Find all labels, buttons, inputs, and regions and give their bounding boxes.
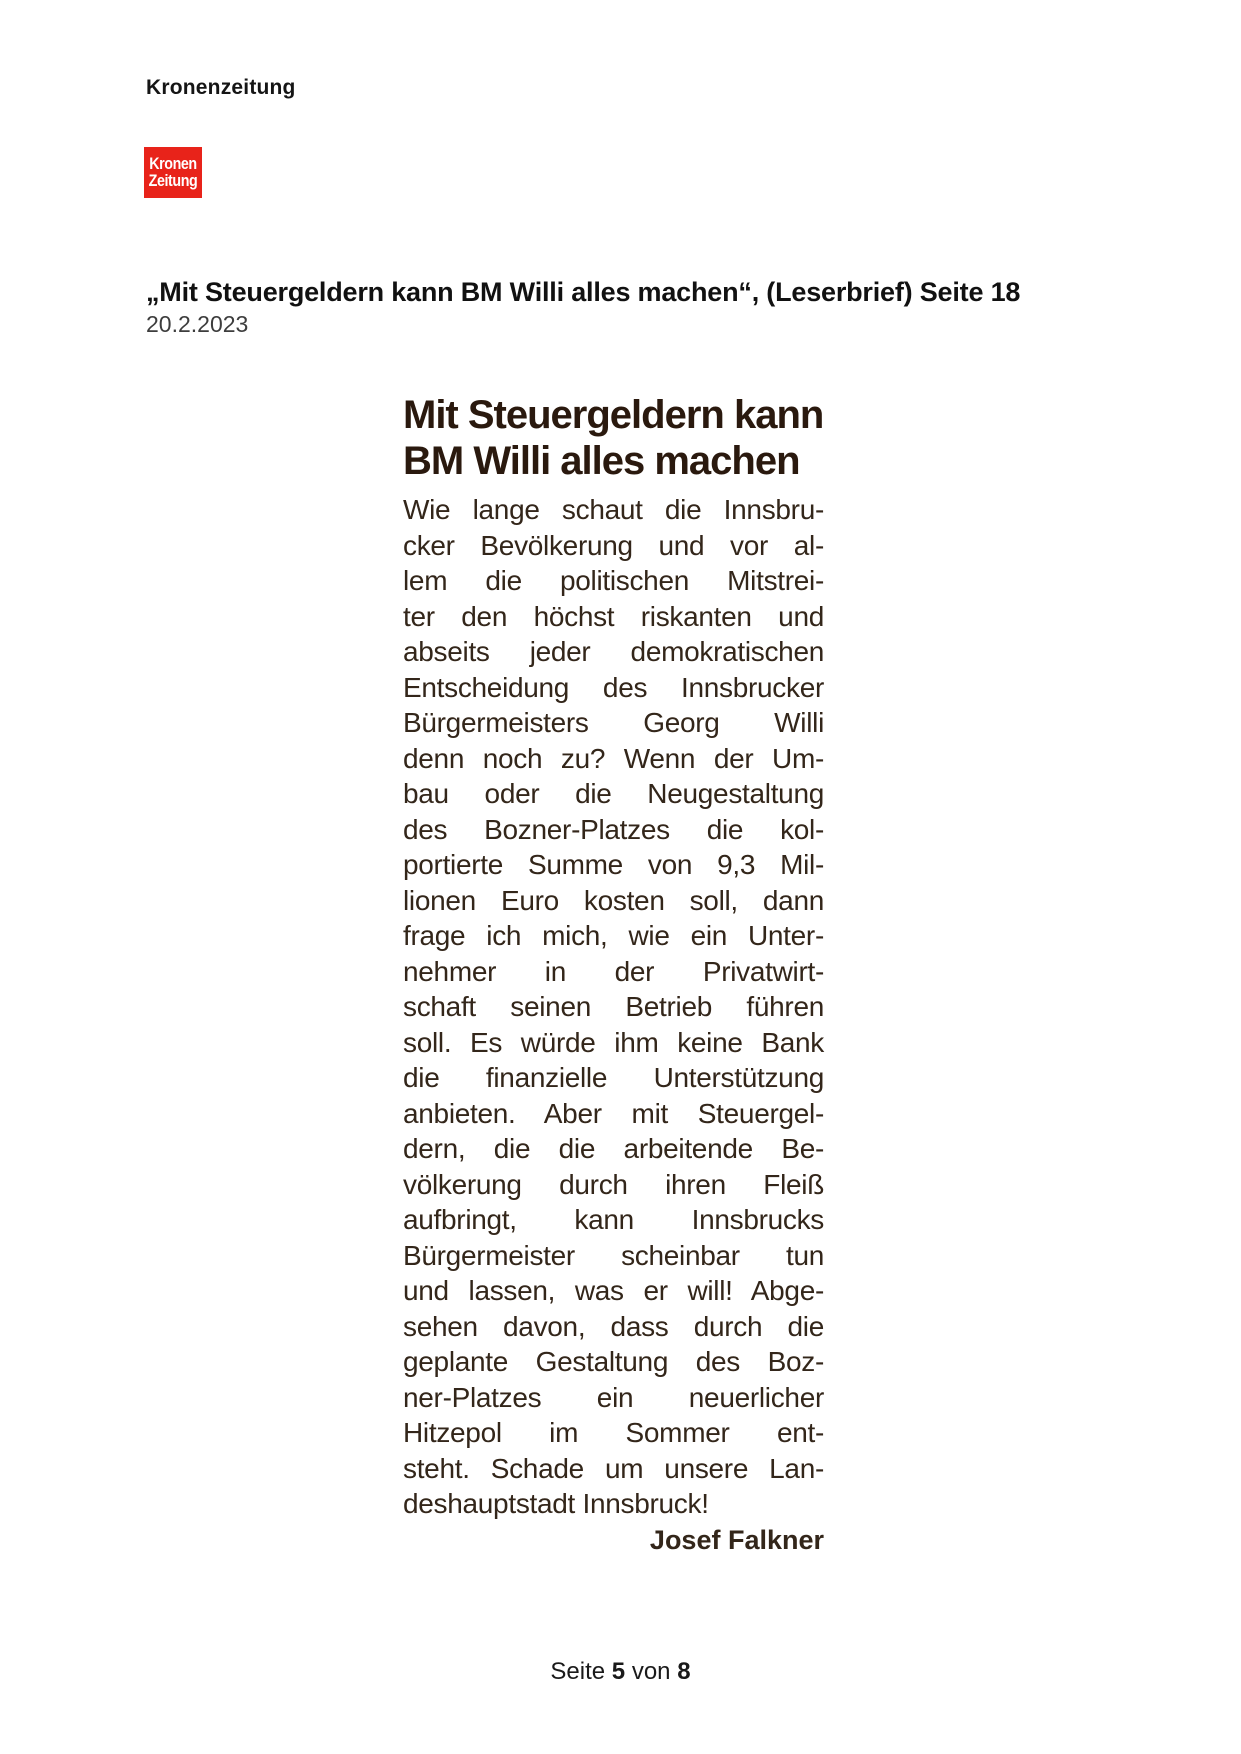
body-line: lem die politischen Mitstrei-: [403, 565, 824, 596]
body-line: frage ich mich, wie ein Unter-: [403, 920, 824, 951]
article-title: „Mit Steuergeldern kann BM Willi alles machen“, (Leserbrief) Seite 18: [146, 277, 1021, 307]
article-date: 20.2.2023: [146, 311, 249, 337]
body-line: geplante Gestaltung des Boz-: [403, 1346, 824, 1377]
logo-text: [149, 147, 198, 198]
body-line: Bürgermeister scheinbar tun: [403, 1239, 824, 1271]
newspaper-clipping: [403, 392, 824, 1556]
kronen-zeitung-logo: [144, 147, 202, 198]
body-line: ter den höchst riskanten und: [403, 600, 824, 632]
headline-line: BM Willi alles machen: [403, 439, 800, 483]
body-line: dern, die die arbeitende Be-: [403, 1133, 824, 1164]
body-line: soll. Es würde ihm keine Bank: [403, 1026, 824, 1058]
footer-label-von: von: [631, 1658, 671, 1685]
body-line: Hitzepol im Sommer ent-: [403, 1417, 824, 1448]
body-line: nehmer in der Privatwirt-: [403, 955, 824, 987]
body-line: steht. Schade um unsere Lan-: [403, 1452, 824, 1484]
body-line: aufbringt, kann Innsbrucks: [403, 1204, 824, 1235]
body-line: anbieten. Aber mit Steuergel-: [403, 1097, 824, 1129]
signature: Josef Falkner: [649, 1524, 824, 1555]
body-line: Bürgermeisters Georg Willi: [403, 707, 824, 738]
footer-total-pages: 8: [677, 1658, 691, 1685]
body-line: völkerung durch ihren Fleiß: [403, 1168, 824, 1200]
body-line: bau oder die Neugestaltung: [403, 778, 824, 809]
body-line: lionen Euro kosten soll, dann: [403, 884, 824, 916]
body-line: die finanzielle Unterstützung: [403, 1062, 824, 1093]
logo-line2: Zeitung: [148, 170, 198, 190]
body-line: Wie lange schaut die Innsbru-: [403, 494, 824, 525]
page-footer: [0, 1658, 1241, 1686]
clipping-headline: [403, 392, 824, 484]
body-line: des Bozner-Platzes die kol-: [403, 813, 824, 845]
body-line: sehen davon, dass durch die: [403, 1310, 824, 1342]
body-line: abseits jeder demokratischen: [403, 636, 824, 667]
body-line: schaft seinen Betrieb führen: [403, 991, 824, 1022]
body-line: und lassen, was er will! Abge-: [403, 1275, 824, 1306]
body-line: cker Bevölkerung und vor al-: [403, 529, 824, 561]
footer-label-seite: Seite: [550, 1658, 606, 1685]
clipping-body: [403, 492, 824, 1522]
body-line: denn noch zu? Wenn der Um-: [403, 742, 824, 774]
headline-line: Mit Steuergeldern kann: [403, 393, 824, 437]
body-line: deshauptstadt Innsbruck!: [403, 1488, 709, 1519]
body-line: Entscheidung des Innsbrucker: [403, 671, 824, 703]
body-line: portierte Summe von 9,3 Mil-: [403, 849, 824, 880]
source-label: Kronenzeitung: [146, 76, 296, 99]
body-line: ner-Platzes ein neuerlicher: [403, 1381, 824, 1413]
logo-line1: Kronen: [149, 154, 197, 174]
footer-page-number: 5: [611, 1658, 626, 1685]
